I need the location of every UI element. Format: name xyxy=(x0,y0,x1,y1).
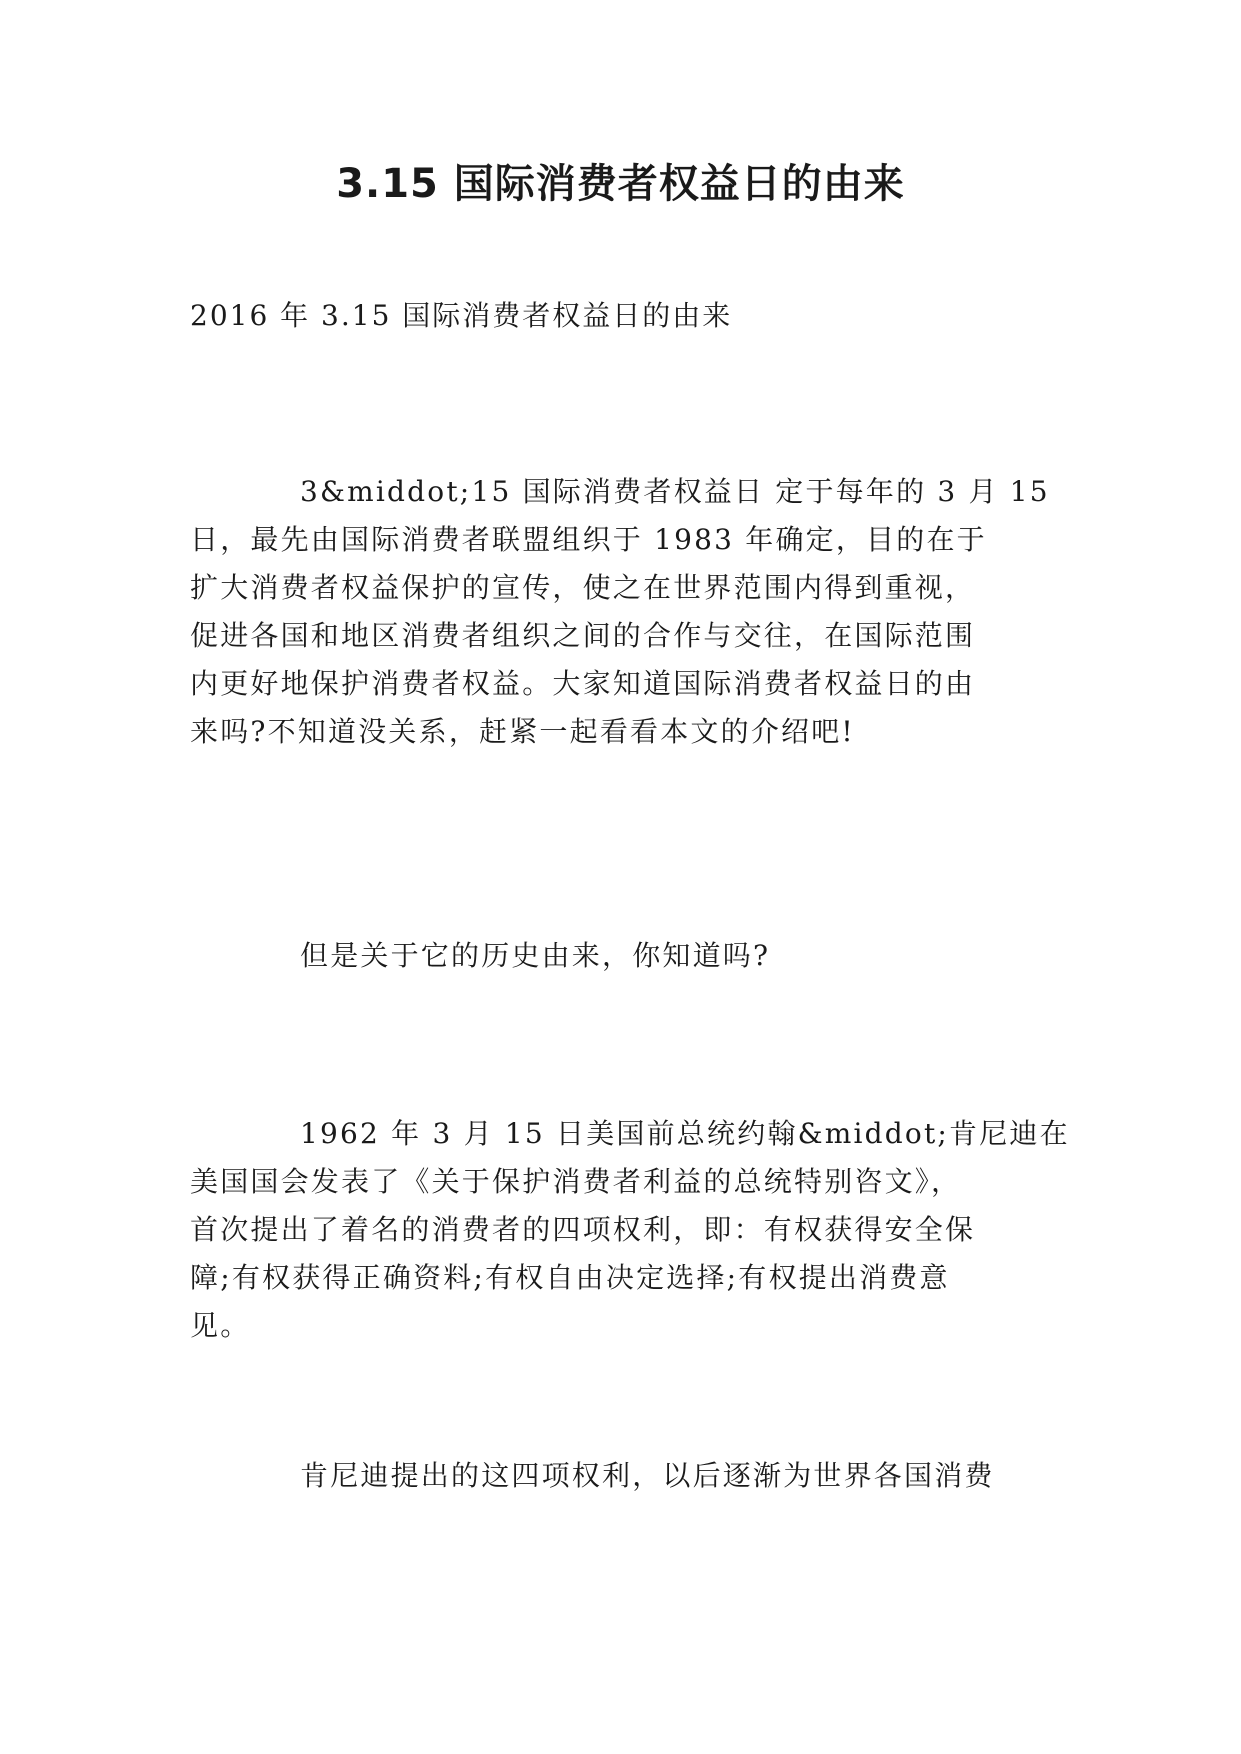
document-subtitle: 2016 年 3.15 国际消费者权益日的由来 xyxy=(190,299,733,332)
paragraph-line: 扩大消费者权益保护的宣传，使之在世界范围内得到重视， xyxy=(190,571,976,604)
paragraph-line: 见。 xyxy=(190,1309,251,1342)
paragraph-history xyxy=(190,1110,1070,1350)
paragraph-line: 障;有权获得正确资料;有权自由决定选择;有权提出消费意 xyxy=(190,1261,950,1294)
paragraph-line: 首次提出了着名的消费者的四项权利，即：有权获得安全保 xyxy=(190,1213,976,1246)
paragraph-rights xyxy=(190,1452,1050,1500)
paragraph-line: 3&middot;15 国际消费者权益日 定于每年的 3 月 15 xyxy=(300,475,1050,508)
paragraph-line: 但是关于它的历史由来，你知道吗? xyxy=(300,939,771,972)
paragraph-line: 肯尼迪提出的这四项权利，以后逐渐为世界各国消费 xyxy=(300,1459,995,1492)
paragraph-line: 日，最先由国际消费者联盟组织于 1983 年确定，目的在于 xyxy=(190,523,987,556)
paragraph-intro xyxy=(190,468,1050,756)
paragraph-line: 内更好地保护消费者权益。大家知道国际消费者权益日的由 xyxy=(190,667,976,700)
paragraph-line: 来吗?不知道没关系，赶紧一起看看本文的介绍吧! xyxy=(190,715,855,748)
paragraph-question xyxy=(190,932,1050,980)
document-title: 3.15 国际消费者权益日的由来 xyxy=(336,161,905,207)
paragraph-line: 1962 年 3 月 15 日美国前总统约翰&middot;肯尼迪在 xyxy=(300,1117,1070,1150)
paragraph-line: 美国国会发表了《关于保护消费者利益的总统特别咨文》， xyxy=(190,1165,962,1198)
paragraph-line: 促进各国和地区消费者组织之间的合作与交往，在国际范围 xyxy=(190,619,976,652)
